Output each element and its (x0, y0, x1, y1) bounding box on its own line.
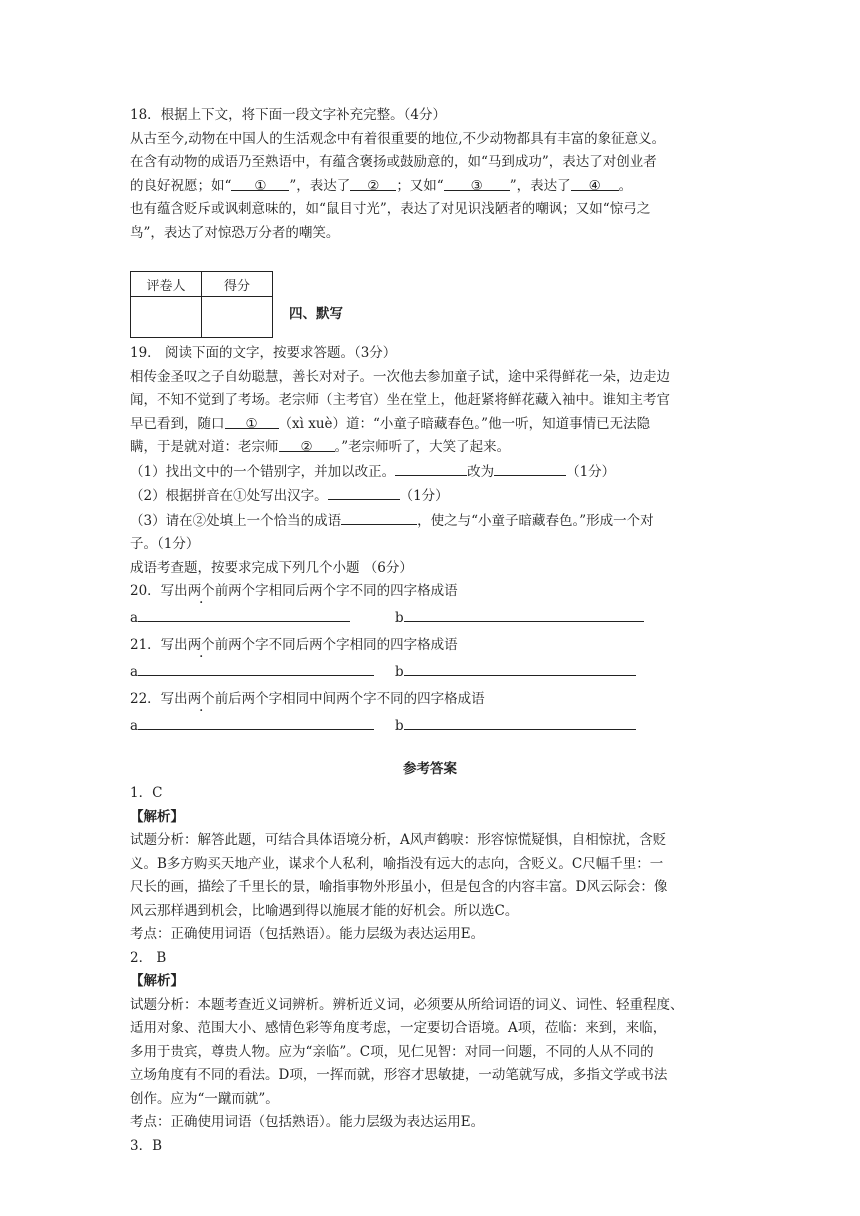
section-title: 四、默写 (289, 305, 343, 322)
q21-answer-b[interactable] (404, 660, 636, 676)
q18-title: 18．根据上下文，将下面一段文字补充完整。（4分） (130, 107, 447, 123)
q20-answer-b[interactable] (404, 606, 644, 622)
q18-line: 也有蕴含贬斥或讽刺意味的，如“鼠目寸光”，表达了对见识浅陋者的嘲讽；又如“惊弓之 (130, 201, 651, 217)
reviewer-label: 评卷人 (131, 272, 202, 297)
answer-section (130, 756, 730, 1158)
knowledge-point: 考点：正确使用词语（包括熟语）。能力层级为表达运用E。 (130, 926, 485, 942)
analysis-line: 试题分析：解答此题，可结合具体语境分析，A风声鹤唳：形容惊慌疑惧，自相惊扰，含贬 (130, 832, 667, 848)
answers-title: 参考答案 (403, 761, 457, 777)
q19-line: 相传金圣叹之子自幼聪慧，善长对对子。一次他去参加童子试，途中采得鲜花一朵，边走边 (130, 368, 670, 385)
q19-sub-1: （1）找出文中的一个错别字，并加以改正。 改为 （1分） (130, 460, 730, 485)
q20: 20．写出两个前两个字相同后两个字不同的四字格成语 (130, 583, 458, 599)
blank-2[interactable]: ② (350, 175, 396, 191)
question-19 (130, 342, 730, 557)
q19-line: 闻，不知不觉到了考场。老宗师（主考官）坐在堂上，他赶紧将鲜花藏入袖中。谁知主考官 (130, 392, 670, 408)
analysis-line: 多用于贵宾，尊贵人物。应为“亲临”。C项，见仁见智：对同一问题，不同的人从不同的 (130, 1043, 654, 1060)
blank-1[interactable]: ① (225, 413, 279, 429)
analysis-line: 适用对象、范围大小、感情色彩等角度考虑，一定要切合语境。A项，莅临：来到，来临， (130, 1020, 667, 1036)
score-cell[interactable] (202, 297, 273, 338)
q22-answer-a[interactable] (138, 714, 374, 730)
q18-line: 在含有动物的成语乃至熟语中，有蕴含褒扬或鼓励意的，如“马到成功”，表达了对创业者 (130, 154, 657, 170)
blank-2[interactable]: ② (279, 436, 335, 452)
q22: 22．写出两个前后两个字相同中间两个字不同的四字格成语 (130, 691, 485, 707)
q20-answer-a[interactable] (138, 606, 350, 622)
blank-1[interactable]: ① (231, 175, 289, 191)
analysis-line: 尺长的画，描绘了千里长的景，喻指事物外形虽小，但是包含的内容丰富。D风云际会：像 (130, 879, 668, 895)
answer-2: 2． B (130, 949, 167, 966)
q18-blank-line: 的良好祝愿；如“ ① ”，表达了 ② ；又如“ ③ ”，表达了 ④ 。 (130, 175, 730, 199)
q19-sub-2: （2）根据拼音在①处写出汉字。 （1分） (130, 484, 730, 509)
q19-blank-line: 早已看到，随口 ① （xì xuè）道：“小童子暗藏春色。”他一听，知道事情已无法隐 (130, 413, 730, 437)
q21-answers: a b (130, 660, 730, 685)
knowledge-point: 考点：正确使用词语（包括熟语）。能力层级为表达运用E。 (130, 1114, 485, 1130)
q19-sub-3-cont: 子。（1分） (130, 536, 200, 552)
q20-answers: a b (130, 606, 730, 631)
blank-4[interactable]: ④ (571, 175, 619, 191)
q19-blank-line: 瞒，于是就对道：老宗师 ② 。”老宗师听了，大笑了起来。 (130, 436, 730, 460)
q21: 21．写出两个前两个字不同后两个字相同的四字格成语 (130, 637, 458, 653)
section-header (130, 271, 730, 338)
q18-line: 鸟”，表达了对惊恐万分者的嘲笑。 (130, 224, 340, 241)
answer-3: 3．B (130, 1137, 163, 1154)
reviewer-cell[interactable] (131, 297, 202, 338)
analysis-label: 【解析】 (130, 808, 184, 825)
correct-char-field[interactable] (494, 460, 566, 476)
answer-1: 1．C (130, 785, 163, 801)
q18-line: 从古至今,动物在中国人的生活观念中有着很重要的地位,不少动物都具有丰富的象征意义。 (130, 130, 666, 147)
score-box (130, 271, 273, 338)
idiom-questions (130, 557, 730, 739)
q21-answer-a[interactable] (138, 660, 374, 676)
analysis-line: 立场角度有不同的看法。D项，一挥而就，形容才思敏捷，一动笔就写成，多指文学或书法 (130, 1067, 668, 1083)
question-18 (130, 104, 730, 245)
wrong-char-field[interactable] (395, 460, 467, 476)
pinyin-char-field[interactable] (328, 484, 400, 500)
idiom-intro: 成语考查题，按要求完成下列几个小题 （6分） (130, 559, 413, 576)
analysis-label: 【解析】 (130, 973, 184, 989)
score-label: 得分 (202, 272, 273, 297)
analysis-line: 试题分析：本题考查近义词辨析。辨析近义词，必须要从所给词语的词义、词性、轻重程度、 (130, 996, 684, 1013)
q19-title: 19． 阅读下面的文字，按要求答题。（3分） (130, 345, 397, 361)
q19-sub-3: （3）请在②处填上一个恰当的成语 ，使之与“小童子暗藏春色。”形成一个对 (130, 509, 730, 534)
blank-3[interactable]: ③ (444, 175, 510, 191)
q22-answers: a b (130, 714, 730, 739)
analysis-line: 创作。应为“一蹴而就”。 (130, 1090, 279, 1107)
exam-page (130, 104, 730, 1158)
q22-answer-b[interactable] (404, 714, 636, 730)
analysis-line: 义。B多方购买天地产业，谋求个人私利，喻指没有远大的志向，含贬义。C尺幅千里：一 (130, 855, 664, 872)
idiom-field[interactable] (341, 509, 417, 525)
analysis-line: 风云那样遇到机会，比喻遇到得以施展才能的好机会。所以选C。 (130, 902, 519, 919)
